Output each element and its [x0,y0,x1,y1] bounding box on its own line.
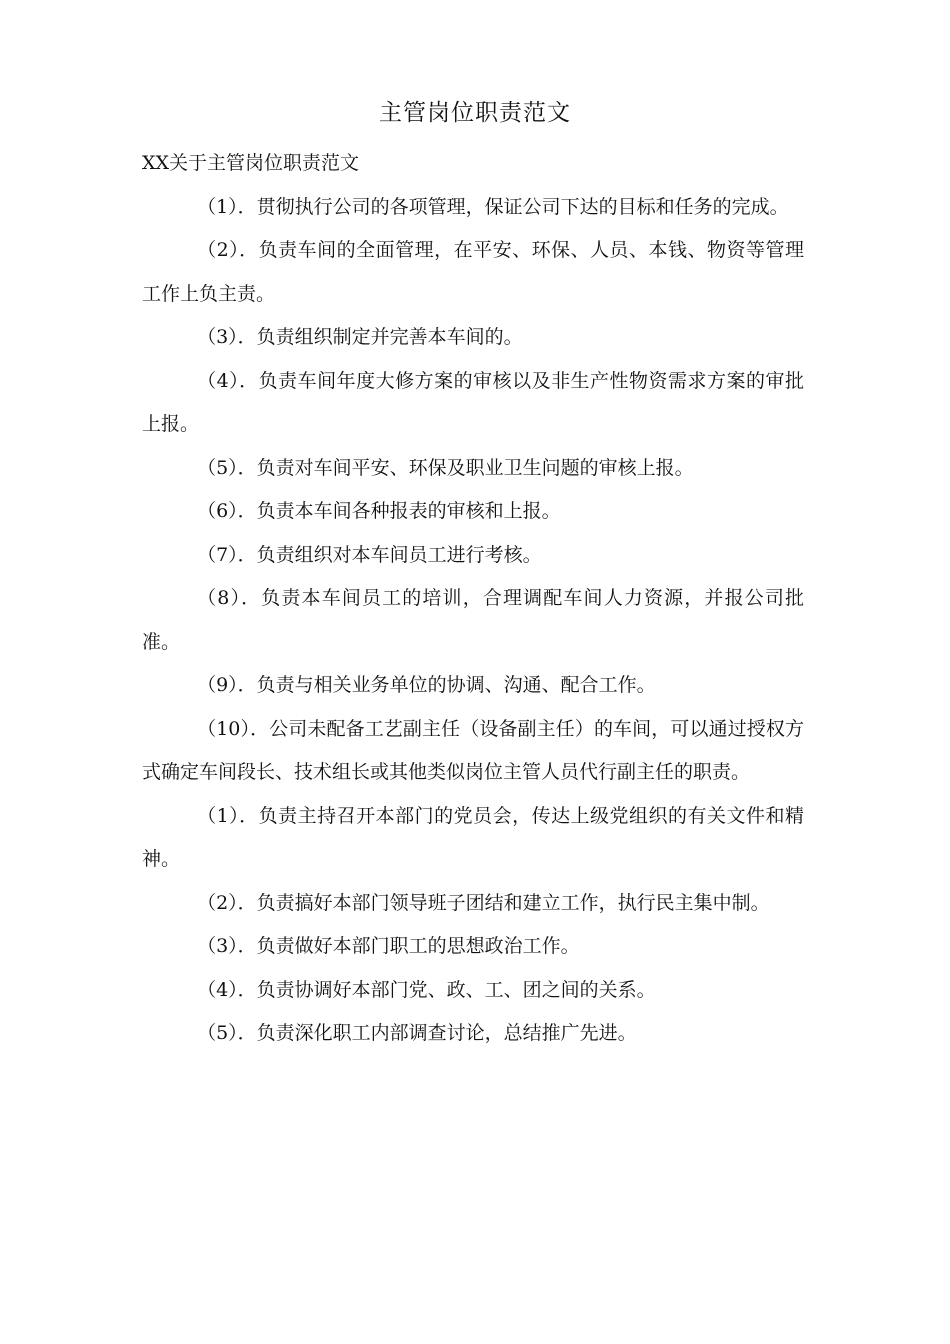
paragraph-10: （10）．公司未配备工艺副主任（设备副主任）的车间，可以通过授权方式确定车间段长、技术组长或其他类似岗位主管人员代行副主任的职责。 [142,717,804,783]
paragraph-14: （4）．负责协调好本部门党、政、工、团之间的关系。 [197,978,656,1001]
paragraph-7: （7）．负责组织对本车间员工进行考核。 [197,543,542,566]
paragraph-5: （5）．负责对车间平安、环保及职业卫生问题的审核上报。 [197,456,694,479]
paragraph-13: （3）．负责做好本部门职工的思想政治工作。 [197,935,580,957]
paragraph-1: （1）．贯彻执行公司的各项管理，保证公司下达的目标和任务的完成。 [197,195,789,218]
paragraph-9: （9）．负责与相关业务单位的协调、沟通、配合工作。 [197,674,656,696]
paragraph-15: （5）．负责深化职工内部调查讨论，总结推广先进。 [197,1022,637,1044]
paragraph-4: （4）．负责车间年度大修方案的审核以及非生产性物资需求方案的审批上报。 [142,369,804,435]
paragraph-3: （3）．负责组织制定并完善本车间的。 [197,326,523,348]
paragraph-12: （2）．负责搞好本部门领导班子团结和建立工作，执行民主集中制。 [197,891,770,914]
document-body [142,142,804,1056]
document-title: 主管岗位职责范文 [379,100,571,126]
document-intro: XX关于主管岗位职责范文 [142,152,360,174]
paragraph-8: （8）．负责本车间员工的培训，合理调配车间人力资源，并报公司批准。 [142,587,804,653]
paragraph-2: （2）．负责车间的全面管理，在平安、环保、人员、本钱、物资等管理工作上负主责。 [142,239,804,305]
paragraph-6: （6）．负责本车间各种报表的审核和上报。 [197,500,561,522]
paragraph-11: （1）．负责主持召开本部门的党员会，传达上级党组织的有关文件和精神。 [142,804,804,870]
